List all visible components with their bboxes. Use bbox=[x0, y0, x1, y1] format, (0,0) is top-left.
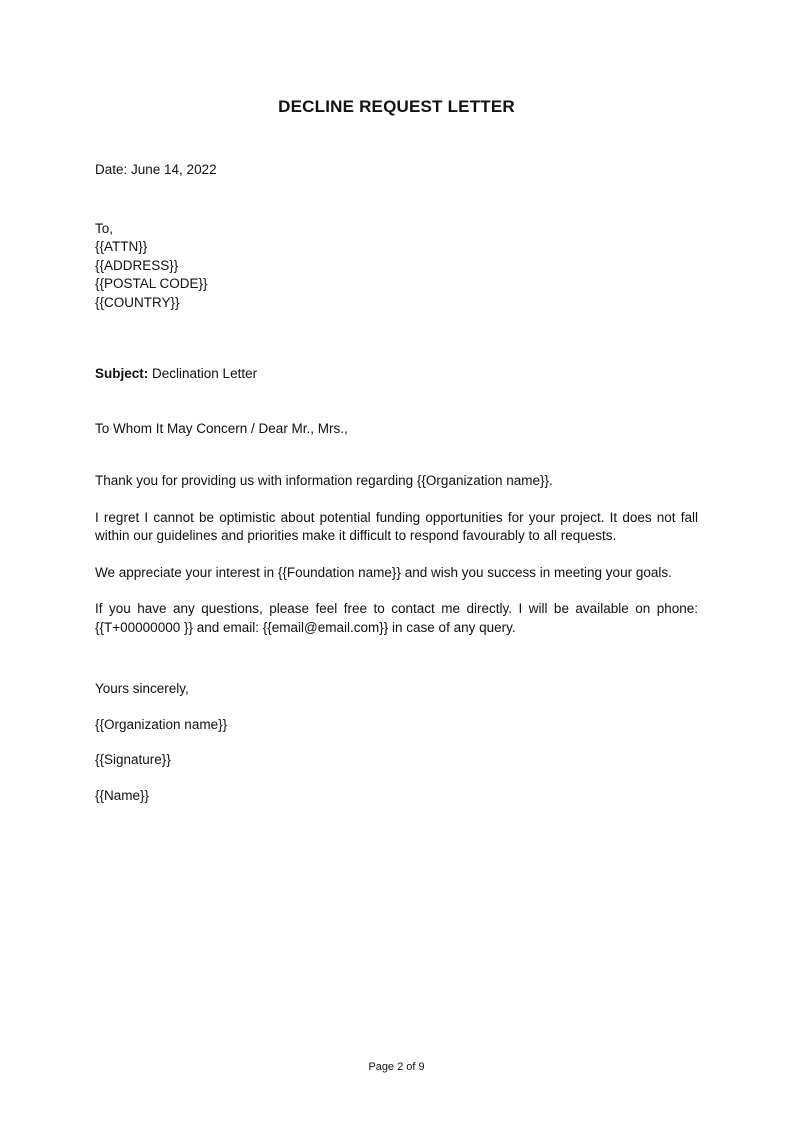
subject-label: Subject: bbox=[95, 366, 149, 381]
recipient-intro: To, bbox=[95, 220, 114, 236]
closing: Yours sincerely, bbox=[95, 681, 189, 696]
body-paragraph: Thank you for providing us with information regarding {{Organization name}}. bbox=[95, 473, 553, 488]
signature-placeholder: {{Signature}} bbox=[95, 752, 171, 767]
recipient-postal-code-placeholder: {{POSTAL CODE}} bbox=[95, 276, 208, 291]
signature-name-placeholder: {{Name}} bbox=[95, 787, 150, 803]
recipient-attn-placeholder: {{ATTN}} bbox=[95, 239, 148, 254]
letter-body bbox=[95, 472, 698, 637]
body-paragraph: If you have any questions, please feel free to contact me directly. I will be available on phone: {{T+00000000 }} and email: {{email@email.com}} in case of any query. bbox=[95, 601, 698, 635]
letter-content bbox=[0, 97, 793, 805]
recipient-country-placeholder: {{COUNTRY}} bbox=[95, 294, 180, 310]
body-paragraph: We appreciate your interest in {{Foundation name}} and wish you success in meeting your goals. bbox=[95, 564, 672, 580]
salutation: To Whom It May Concern / Dear Mr., Mrs., bbox=[95, 420, 348, 436]
letter-title: DECLINE REQUEST LETTER bbox=[278, 97, 515, 116]
date-line: Date: June 14, 2022 bbox=[95, 162, 217, 177]
body-paragraph: I regret I cannot be optimistic about potential funding opportunities for your project. It does not fall within our guidelines and priorities make it difficult to respond favourably to all requests. bbox=[95, 509, 698, 543]
recipient-address-placeholder: {{ADDRESS}} bbox=[95, 257, 179, 273]
recipient-block bbox=[95, 220, 698, 313]
signature-organization-placeholder: {{Organization name}} bbox=[95, 716, 228, 732]
subject-line bbox=[95, 365, 698, 384]
subject-text: Declination Letter bbox=[148, 366, 258, 381]
page-footer: Page 2 of 9 bbox=[368, 1061, 425, 1073]
